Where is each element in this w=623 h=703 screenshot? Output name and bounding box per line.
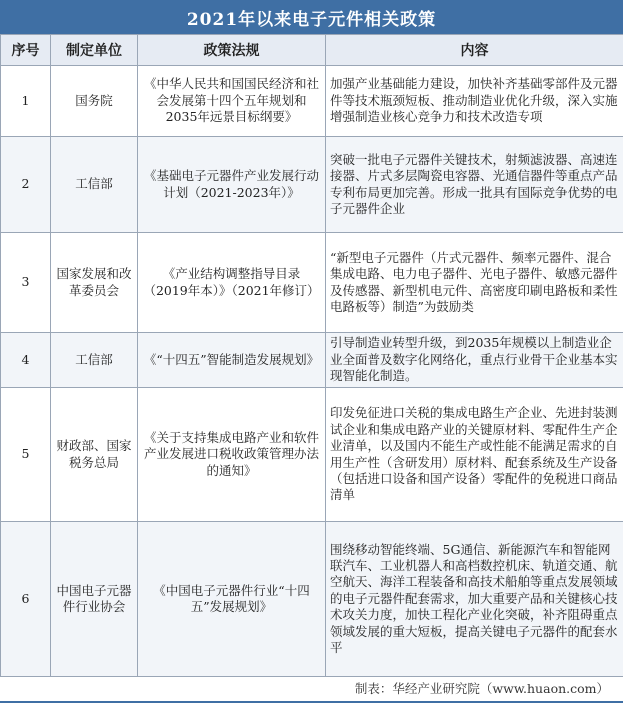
cell-policy: 《中华人民共和国国民经济和社会发展第十四个五年规划和2035年远景目标纲要》 (138, 66, 326, 137)
cell-policy: 《基础电子元器件产业发展行动计划（2021-2023年）》 (138, 137, 326, 233)
cell-no: 3 (1, 233, 51, 333)
header-unit: 制定单位 (51, 35, 138, 66)
table-title: 2021年以来电子元件相关政策 (0, 0, 623, 34)
table-row (1, 522, 623, 677)
cell-content: “新型电子元器件（片式元器件、频率元器件、混合集成电路、电力电子器件、光电子器件、敏感元器件及传感器、新型机电元件、高密度印刷电路板和柔性电路板等）制造”为鼓励类 (326, 233, 623, 333)
cell-policy: 《“十四五”智能制造发展规划》 (138, 333, 326, 388)
cell-content: 加强产业基础能力建设，加快补齐基础零部件及元器件等技术瓶颈短板、推动制造业优化升级，深入实施增强制造业核心竞争力和技术改造专项 (326, 66, 623, 137)
cell-policy: 《产业结构调整指导目录（2019年本）》（2021年修订） (138, 233, 326, 333)
cell-unit: 中国电子元器件行业协会 (51, 522, 138, 677)
cell-no: 4 (1, 333, 51, 388)
table-row (1, 66, 623, 137)
cell-no: 5 (1, 388, 51, 522)
source-note: 制表：华经产业研究院（www.huaon.com） (354, 681, 609, 696)
cell-unit: 财政部、国家税务总局 (51, 388, 138, 522)
table-row (1, 233, 623, 333)
table-row (1, 333, 623, 388)
header-policy: 政策法规 (138, 35, 326, 66)
table-row (1, 388, 623, 522)
cell-unit: 国家发展和改革委员会 (51, 233, 138, 333)
table-row (1, 137, 623, 233)
cell-no: 2 (1, 137, 51, 233)
header-content: 内容 (326, 35, 623, 66)
header-row (1, 35, 623, 66)
cell-no: 6 (1, 522, 51, 677)
policy-table (0, 34, 623, 677)
cell-content: 突破一批电子元器件关键技术，射频滤波器、高速连接器、片式多层陶瓷电容器、光通信器件等重点产品专利布局更加完善。形成一批具有国际竞争优势的电子元器件企业 (326, 137, 623, 233)
header-no: 序号 (1, 35, 51, 66)
cell-no: 1 (1, 66, 51, 137)
cell-policy: 《中国电子元器件行业“十四五”发展规划》 (138, 522, 326, 677)
cell-content: 引导制造业转型升级，到2035年规模以上制造业企业全面普及数字化网络化，重点行业骨干企业基本实现智能化制造。 (326, 333, 623, 388)
cell-unit: 工信部 (51, 333, 138, 388)
cell-unit: 国务院 (51, 66, 138, 137)
cell-content: 围绕移动智能终端、5G通信、新能源汽车和智能网联汽车、工业机器人和高档数控机床、轨道交通、航空航天、海洋工程装备和高技术船舶等重点发展领域的电子元器件配套需求，加大重要产品和关键核心技术攻关力度，加快工程化产业化突破，补齐阻碍重点领域发展的重大短板，提高关键电子元器件的配套水平 (326, 522, 623, 677)
cell-policy: 《关于支持集成电路产业和软件产业发展进口税收政策管理办法的通知》 (138, 388, 326, 522)
cell-content: 印发免征进口关税的集成电路生产企业、先进封装测试企业和集成电路产业的关键原材料、零配件生产企业清单，以及国内不能生产或性能不能满足需求的自用生产性（含研发用）原材料、配套系统及生产设备（包括进口设备和国产设备）零配件的免税进口商品清单 (326, 388, 623, 522)
cell-unit: 工信部 (51, 137, 138, 233)
